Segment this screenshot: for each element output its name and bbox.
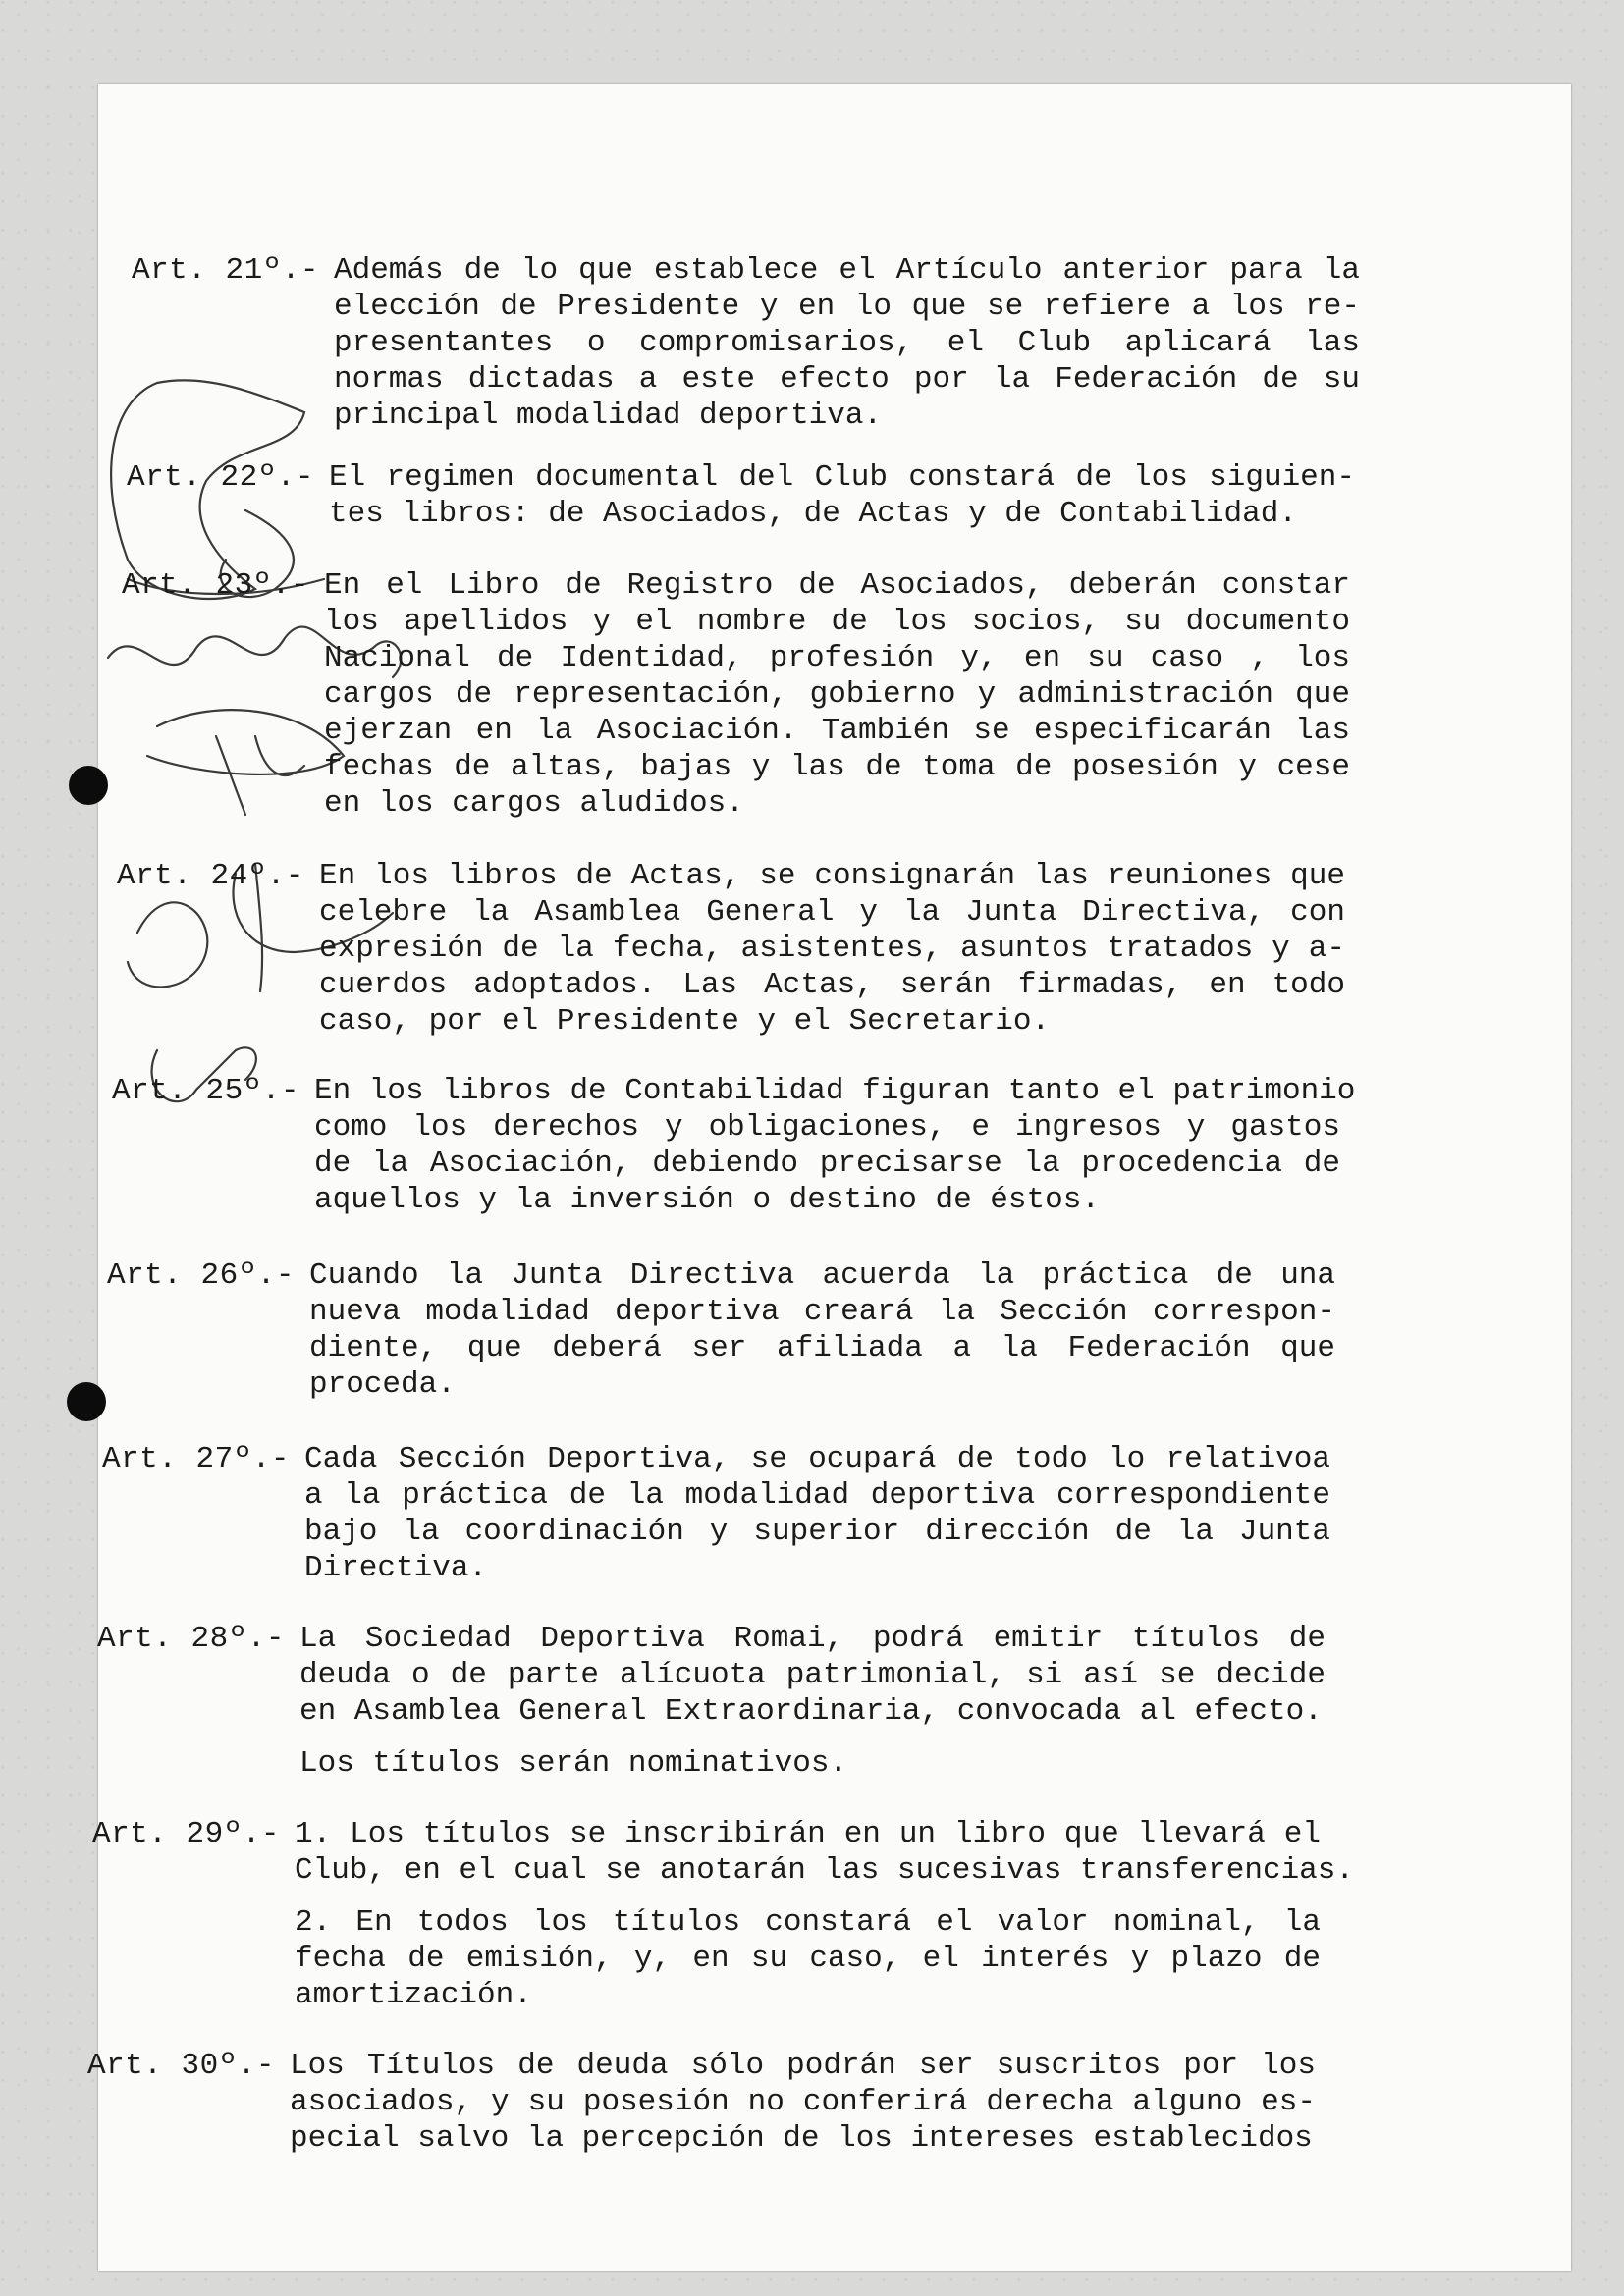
text-line: celebre la Asamblea General y la Junta Directiva, con — [319, 895, 1345, 930]
text-line: fecha de emisión, y, en su caso, el interés y plazo de — [295, 1942, 1321, 1976]
text-line: expresión de la fecha, asistentes, asuntos tratados y a- — [319, 932, 1345, 966]
text-line: En los libros de Actas, se consignarán las reuniones que — [319, 859, 1345, 893]
article-body — [329, 459, 1355, 532]
text-line: amortización. — [295, 1978, 532, 2012]
article-label: Art. 21º.- — [131, 253, 319, 288]
article-label: Art. 28º.- — [96, 1622, 285, 1656]
article-body — [299, 1621, 1326, 1782]
article-body — [324, 567, 1350, 822]
article-label: Art. 23º.- — [121, 568, 309, 603]
text-line: en Asamblea General Extraordinaria, convocada al efecto. — [299, 1694, 1323, 1729]
text-line: pecial salvo la percepción de los intereses establecidos — [290, 2121, 1313, 2156]
text-line: 2. En todos los títulos constará el valor nominal, la — [295, 1905, 1321, 1940]
text-line: aquellos y la inversión o destino de éstos. — [314, 1183, 1100, 1217]
article-body — [314, 1073, 1356, 1218]
text-line: principal modalidad deportiva. — [334, 399, 883, 433]
text-line: proceda. — [309, 1367, 456, 1402]
article-label: Art. 29º.- — [91, 1817, 280, 1851]
text-line: Nacional de Identidad, profesión y, en su caso , los — [324, 641, 1350, 675]
text-line: a la práctica de la modalidad deportiva correspondiente — [304, 1478, 1330, 1513]
text-line: como los derechos y obligaciones, e ingresos y gastos — [314, 1110, 1340, 1145]
text-line: Los títulos serán nominativos. — [299, 1746, 848, 1781]
article-label: Art. 27º.- — [101, 1442, 290, 1476]
article-label: Art. 26º.- — [106, 1258, 295, 1293]
text-line: Cada Sección Deportiva, se ocupará de todo lo relativoa — [304, 1442, 1330, 1476]
article-label: Art. 24º.- — [116, 859, 304, 893]
article-body — [309, 1257, 1335, 1403]
text-line: caso, por el Presidente y el Secretario. — [319, 1004, 1051, 1039]
text-line: Directiva. — [304, 1551, 488, 1585]
article-label: Art. 22º.- — [126, 460, 314, 495]
text-line: En el Libro de Registro de Asociados, deberán constar — [324, 568, 1350, 603]
text-line: cargos de representación, gobierno y administración que — [324, 677, 1350, 712]
text-line: La Sociedad Deportiva Romai, podrá emitir títulos de — [299, 1622, 1326, 1656]
text-line: de la Asociación, debiendo precisarse la procedencia de — [314, 1147, 1340, 1181]
text-line: deuda o de parte alícuota patrimonial, si así se decide — [299, 1658, 1326, 1692]
text-line: elección de Presidente y en lo que se refiere a los re- — [334, 290, 1360, 324]
text-line: Además de lo que establece el Artículo anterior para la — [334, 253, 1360, 288]
text-line: presentantes o compromisarios, el Club aplicará las — [334, 326, 1360, 360]
text-line: nueva modalidad deportiva creará la Sección correspon- — [309, 1295, 1335, 1329]
text-line: ejerzan en la Asociación. También se especificarán las — [324, 714, 1350, 748]
text-line: En los libros de Contabilidad figuran tanto el patrimonio — [314, 1074, 1356, 1108]
article-body — [290, 2048, 1316, 2157]
text-line: Cuando la Junta Directiva acuerda la práctica de una — [309, 1258, 1335, 1293]
article-body — [319, 858, 1345, 1040]
article-body — [334, 252, 1360, 434]
text-line: los apellidos y el nombre de los socios, su documento — [324, 605, 1350, 639]
text-line: Los Títulos de deuda sólo podrán ser suscritos por los — [290, 2049, 1316, 2083]
article-body — [295, 1816, 1354, 2013]
punch-hole-bottom — [67, 1382, 106, 1421]
text-line: diente, que deberá ser afiliada a la Federación que — [309, 1331, 1335, 1365]
text-line: normas dictadas a este efecto por la Federación de su — [334, 362, 1360, 397]
text-line: en los cargos aludidos. — [324, 786, 744, 821]
text-line: bajo la coordinación y superior dirección de la Junta — [304, 1515, 1330, 1549]
punch-hole-top — [69, 766, 108, 805]
article-label: Art. 25º.- — [111, 1074, 299, 1108]
text-line: fechas de altas, bajas y las de toma de posesión y cese — [324, 750, 1350, 784]
text-line: Club, en el cual se anotarán las sucesivas transferencias. — [295, 1853, 1354, 1888]
text-line: asociados, y su posesión no conferirá derecha alguno es- — [290, 2085, 1316, 2119]
article-body — [304, 1441, 1330, 1586]
text-line: cuerdos adoptados. Las Actas, serán firmadas, en todo — [319, 968, 1345, 1002]
text-line: 1. Los títulos se inscribirán en un libro que llevará el — [295, 1817, 1321, 1851]
text-line: El regimen documental del Club constará de los siguien- — [329, 460, 1355, 495]
text-line: tes libros: de Asociados, de Actas y de Contabilidad. — [329, 497, 1297, 531]
article-label: Art. 30º.- — [86, 2049, 275, 2083]
